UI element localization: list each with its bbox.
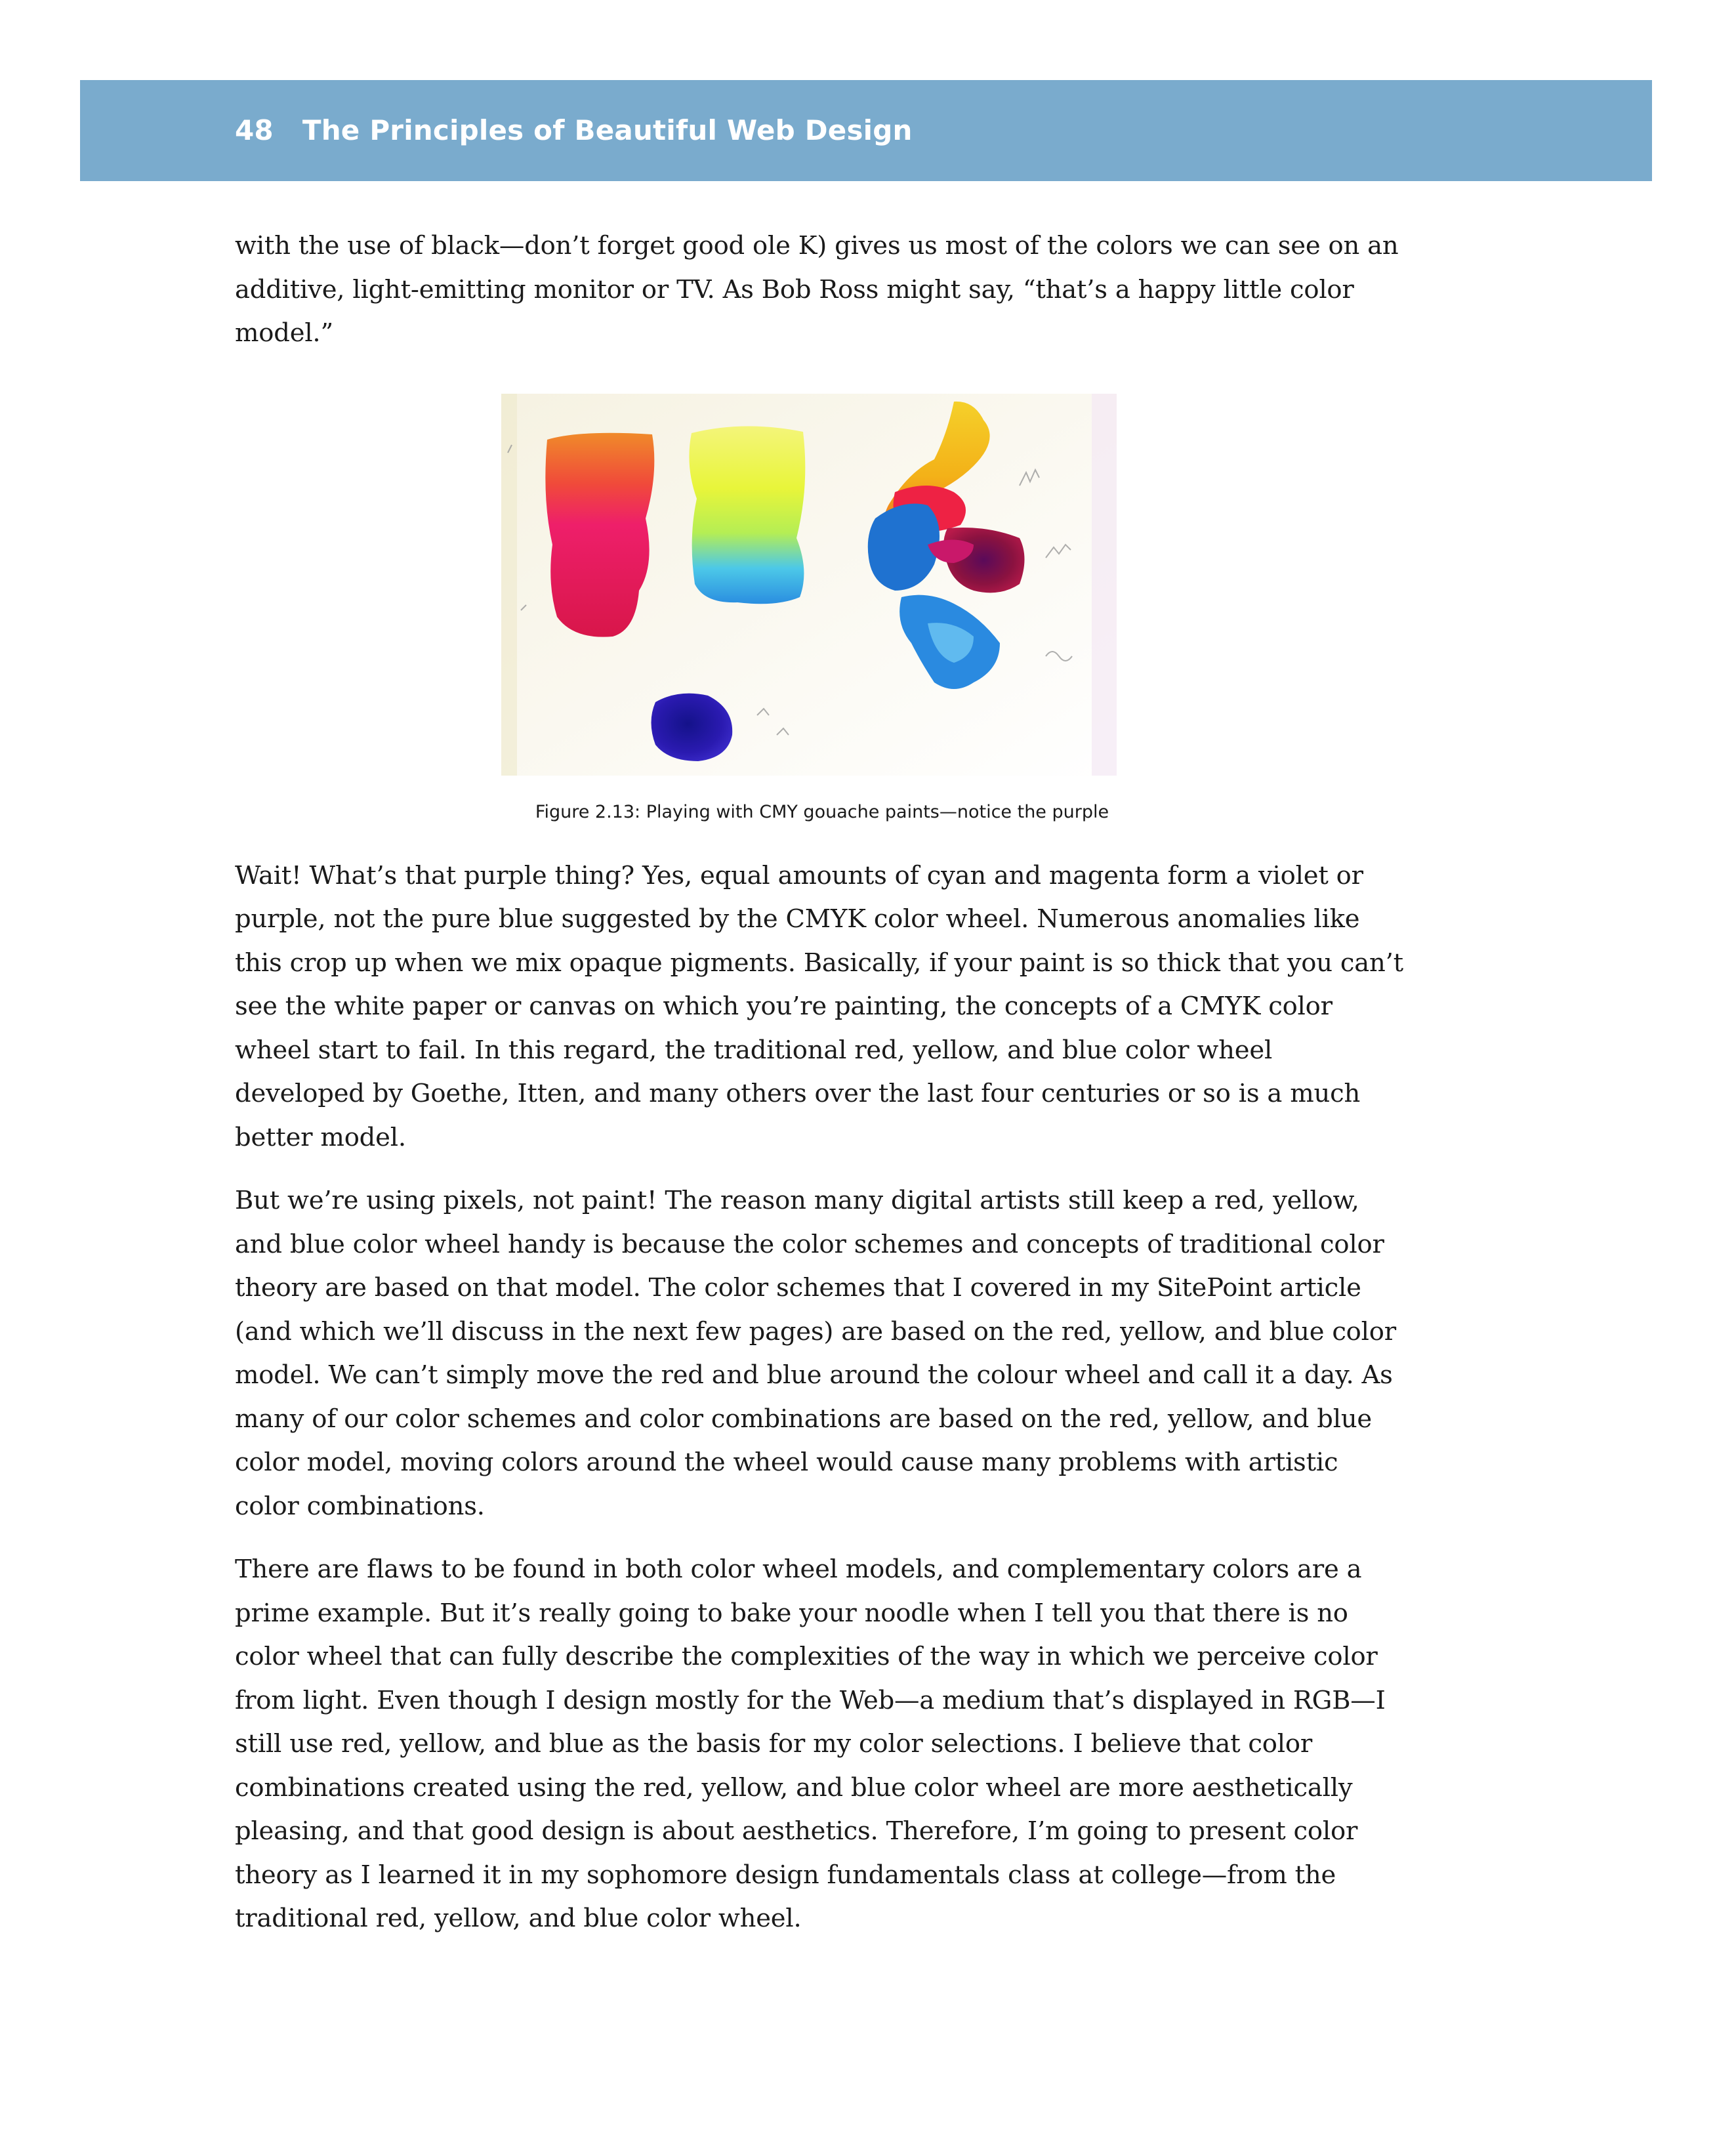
page-body	[235, 224, 1409, 1961]
header-title	[235, 114, 913, 146]
figure-caption: Figure 2.13: Playing with CMY gouache paints—notice the purple	[535, 801, 1109, 822]
running-header	[80, 80, 1652, 181]
intro-paragraph: with the use of black—don’t forget good ole K) gives us most of the colors we can see on an additive, light-emitting monitor or TV. As Bob Ross might say, “that’s a happy little color model.”	[235, 231, 1399, 348]
yellow-cyan-swatch	[689, 426, 805, 604]
paragraph-color-wheel-flaws: There are flaws to be found in both color wheel models, and complementary colors are a prime example. But it’s really going to bake your noodle when I tell you that there is no color wheel that can fully describe the complexities of the way in which we perceive color from light. Even though I design mostly for the Web—a medium that’s displayed in RGB—I still use red, yellow, and blue as the basis for my color selections. I believe that color combinations created using the red, yellow, and blue color wheel are more aesthetically pleasing, and that good design is about aesthetics. Therefore, I’m going to present color theory as I learned it in my sophomore design fundamentals class at college—from the traditional red, yellow, and blue color wheel.	[235, 1555, 1386, 1933]
gouache-paint-photo	[501, 394, 1117, 776]
figure-2-13	[235, 394, 1409, 854]
paragraph-purple-anomaly: Wait! What’s that purple thing? Yes, equal amounts of cyan and magenta form a violet or purple, not the pure blue suggested by the CMYK color wheel. Numerous anomalies like this crop up when we mix opaque pigments. Basically, if your paint is so thick that you can’t see the white paper or canvas on which you’re painting, the concepts of a CMYK color wheel start to fail. In this regard, the traditional red, yellow, and blue color wheel developed by Goethe, Itten, and many others over the last four centuries or so is a much better model.	[235, 860, 1403, 1152]
page-number: 48	[235, 114, 274, 146]
book-title: The Principles of Beautiful Web Design	[302, 114, 913, 146]
paragraph-pixels-not-paint: But we’re using pixels, not paint! The reason many digital artists still keep a red, yellow, and blue color wheel handy is because the color schemes and concepts of traditional color theory are based on that model. The color schemes that I covered in my SitePoint article (and which we’ll discuss in the next few pages) are based on the red, yellow, and blue color model. We can’t simply move the red and blue around the colour wheel and call it a day. As many of our color schemes and color combinations are based on the red, yellow, and blue color model, moving colors around the wheel would cause many problems with artistic color combinations.	[235, 1186, 1396, 1521]
